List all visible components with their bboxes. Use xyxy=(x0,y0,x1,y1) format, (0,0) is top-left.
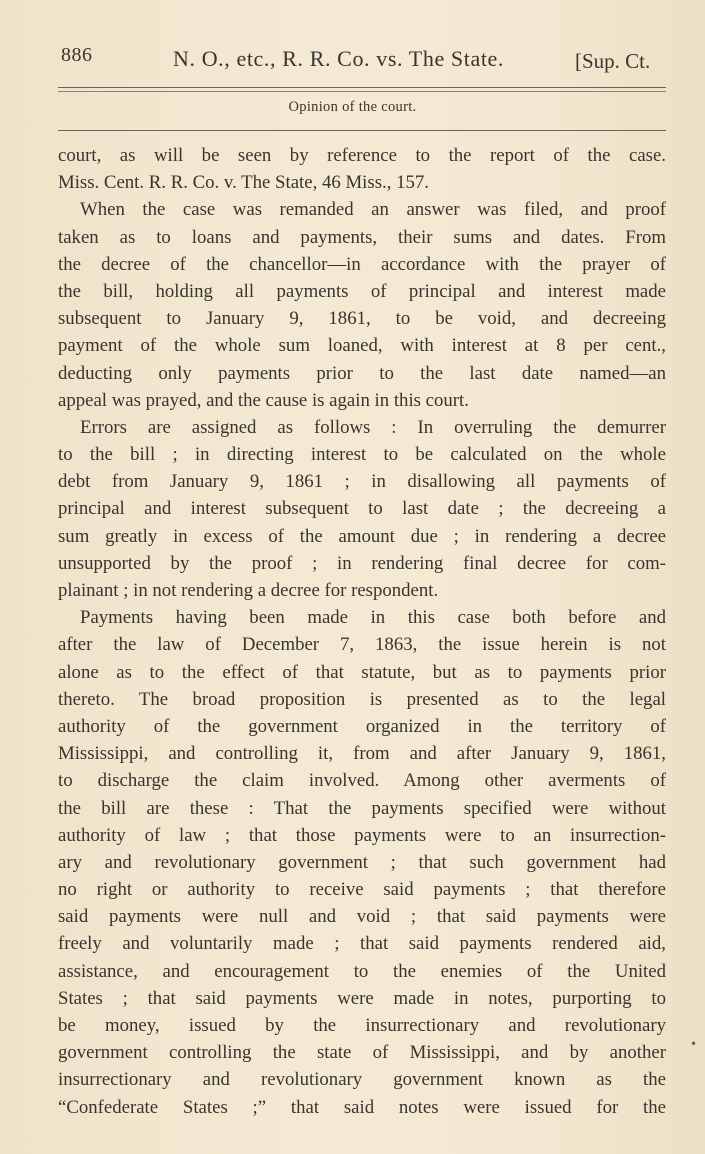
text-line: Payments having been made in this case both before and xyxy=(80,607,666,629)
text-line: ary and revolutionary government ; that such government had xyxy=(58,851,666,873)
text-line: principal and interest subsequent to last date ; the decreeing a xyxy=(58,498,666,520)
text-line: freely and voluntarily made ; that said payments rendered aid, xyxy=(58,933,666,955)
page-number: 886 xyxy=(61,44,93,66)
text-line: insurrectionary and revolutionary government known as the xyxy=(58,1069,666,1091)
text-line: government controlling the state of Mississippi, and by another xyxy=(58,1042,666,1064)
text-line: assistance, and encouragement to the enemies of the United xyxy=(58,960,666,982)
text-line: subsequent to January 9, 1861, to be void, and decreeing xyxy=(58,308,666,330)
text-line: thereto. The broad proposition is presented as to the legal xyxy=(58,688,666,710)
text-line: sum greatly in excess of the amount due ; in rendering a decree xyxy=(58,525,666,547)
case-title: N. O., etc., R. R. Co. vs. The State. xyxy=(173,46,504,71)
text-line: When the case was remanded an answer was filed, and proof xyxy=(80,199,666,221)
text-line: taken as to loans and payments, their sums and dates. From xyxy=(58,226,666,248)
text-line: payment of the whole sum loaned, with interest at 8 per cent., xyxy=(58,335,666,357)
text-line: “Confederate States ;” that said notes were issued for the xyxy=(58,1096,666,1118)
court-abbreviation: [Sup. Ct. xyxy=(575,49,651,73)
text-line: Miss. Cent. R. R. Co. v. The State, 46 Miss., 157. xyxy=(58,172,429,194)
text-line: authority of law ; that those payments were to an insurrection- xyxy=(58,824,666,846)
text-line: said payments were null and void ; that said payments were xyxy=(58,906,666,928)
text-line: debt from January 9, 1861 ; in disallowing all payments of xyxy=(58,471,666,493)
text-line: the decree of the chancellor—in accordance with the prayer of xyxy=(58,253,666,275)
text-line: deducting only payments prior to the last date named—an xyxy=(58,362,666,384)
section-label: Opinion of the court. xyxy=(288,99,417,115)
text-line: to the bill ; in directing interest to be calculated on the whole xyxy=(58,444,666,466)
text-line: authority of the government organized in the territory of xyxy=(58,715,666,737)
section-rule xyxy=(58,130,666,131)
text-line: plainant ; in not rendering a decree for respondent. xyxy=(58,580,439,601)
text-line: no right or authority to receive said payments ; that therefore xyxy=(58,879,666,901)
text-line: Mississippi, and controlling it, from and after January 9, 1861, xyxy=(58,743,666,765)
text-line: States ; that said payments were made in notes, purporting to xyxy=(58,987,666,1009)
header-rule-secondary xyxy=(58,91,666,92)
text-line: alone as to the effect of that statute, but as to payments prior xyxy=(58,661,666,683)
text-line: court, as will be seen by reference to the report of the case. xyxy=(58,145,666,166)
running-head xyxy=(0,38,705,78)
header-rule xyxy=(58,87,666,88)
text-line: the bill, holding all payments of principal and interest made xyxy=(58,280,666,302)
text-line: after the law of December 7, 1863, the issue herein is not xyxy=(58,634,666,656)
opinion-text xyxy=(58,142,666,1121)
text-line: unsupported by the proof ; in rendering final decree for com- xyxy=(58,552,666,574)
text-line: Errors are assigned as follows : In overruling the demurrer xyxy=(80,416,666,438)
ink-speck-icon: • xyxy=(690,1037,698,1051)
text-line: be money, issued by the insurrectionary and revolutionary xyxy=(58,1015,666,1036)
text-line: to discharge the claim involved. Among other averments of xyxy=(58,770,666,792)
text-line: the bill are these : That the payments specified were without xyxy=(58,797,666,819)
text-line: appeal was prayed, and the cause is again in this court. xyxy=(58,389,469,411)
